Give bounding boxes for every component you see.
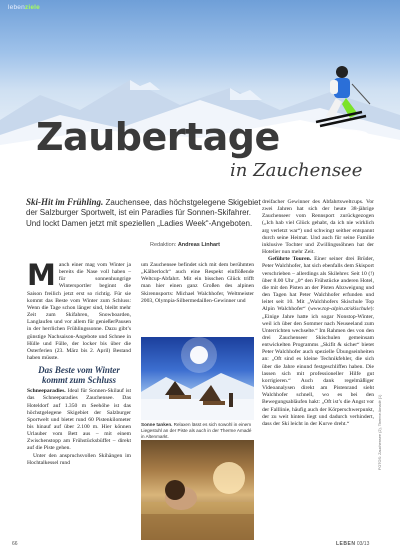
intro-text: Ski-Hit im Frühling. Zauchensee, das höchstgelegene Skigebiet der Salzburger Sportwelt, ist ein Paradies für Sonnen-Skifahrer. Und lockt Damen jetzt mit speziellen „Ladies Week“-Angeboten. xyxy=(26,197,261,228)
skischule-url: www.top-alpin.at/skischule xyxy=(310,306,371,313)
section-label: lebenziele xyxy=(8,4,40,11)
drop-cap: M xyxy=(27,258,56,292)
therme-photo xyxy=(141,440,254,540)
intro-lead: Ski-Hit im Frühling. xyxy=(26,197,104,207)
article-column-1: Manch einer mag vom Winter ja bereits die Nase voll haben – für sonnenhungrige Wintersportler beginnt die Saison freilich jetzt erst so richtig. Für sie kommt das Beste vom Winter zum Schluss: Wenn die Tage schon länger sind, bleibt mehr Zeit zum Skifahren, Snowboarden, Langlaufen und vor allem für genießerPausen in der herrlichen Frühlingssonne. Dazu gibt’s günstige Nachsaison-Angebote und Schnee in Hülle und Fülle, der locker bis über die Osterferien (23. März bis 2. April) Bestand haben müsste. Das Beste vom Winter kommt zum Schluss Schneeparadies. Ideal für Sonnen-Skilauf ist das Schneeparadies Zauchensee. Das Hoteldorf auf 1.350 m Seehöhe ist das höchstgelegene Skigebiet der Salzburger Sportwelt und bietet rund 60 Pistenkilometer bis hinauf auf über 2.100 m. Hier können Urlauber vom Bett aus – mit einem Zwischenstopp am Frühstücksbüffet – direkt auf die Piste gehen. Unter den anspruchsvollen Skihängen im Hochtalkessel rund xyxy=(27,258,131,466)
photo-caption: Sonne tanken. Relaxen lässt es sich sowohl in einem Liegestuhl an der Piste als auch in der Therme Amadé in Altenmarkt. xyxy=(141,422,252,439)
page-title: Zaubertage xyxy=(36,115,280,159)
subheading: Das Beste vom Winter kommt zum Schluss xyxy=(38,365,120,386)
page-subtitle: in Zauchensee xyxy=(230,160,363,181)
article-column-3: dreifacher Gewinner des Abfahrtsweltcups. Vor zwei Jahren hat sich der heute 38-jährige Zauchenseer vom Rennsport zurückgezogen („Ich hab viel Glück gehabt, da ich nie wirklich arg verletzt war“) und schwingt seither entspannt durch seine Heimat. Und auch für seine Familie inklusive Tochter und Zwillingssöhnen hat der Hotelier nun mehr Zeit. Geführte Touren. Einer seiner drei Brüder, Peter Walchhofer, hat sich ebenfalls dem Skisport verschrieben – allerdings als Skilehrer. Seit 10 (!) über 8.00 Uhr „0“ den Frühstücke anderen Hotel, die mit den Pisten an der Pisten Abzweigung und den Tagen hat Peter Walchhofer erfunden und leitet seit 10. Mit „Walchhofers Skischule Top Alpin Walchhofer“ (www.top-alpin.at/skischule): „Einige Jahre hatte ich sogar Nonstop-Winter, weil ich über den Sommer nach Neuseeland zum Unterrichten wechselte.“ Im Rahmen des von den drei Zauchenseer Skischulen gemeinsam entwickelten Programms „Skifit & sicher“ bietet Peter Walchhofer auch spezielle Übungseinheiten an: „Oft sind es kleine Technikfehler, die sich über die Jahre einund festgeschliffen haben. Die lassen sich mit professioneller Hilfe gut korrigieren.“ Auch dank regelmäßiger Videoanalysen direkt am Pistenrand sieht Walchhofer schnell, wo es bei den Bewegungsabläufen hakt: „Oft ist’s die Angst vor der Falllinie, häufig auch der Körperschwerpunkt, der zu weit hinten liegt und dadurch verhindert, dass der Ski leicht in der Kurve dreht.“ xyxy=(262,199,374,427)
page-number: 66 xyxy=(12,541,18,547)
deckchair-photo xyxy=(141,337,254,420)
article-column-2: um Zauchensee befindet sich mit dem berühmten „Kälberloch“ auch eine Respekt einflößende Weltcup-Abfahrt. Mit ein bisschen Glück trifft man hier einen ganz Großen des alpinen Skirennsports: Michael Walchhofer, Weltmeister 2003, Olympia-Silbermedaillen-Gewinner und xyxy=(141,262,254,304)
skier-figure xyxy=(300,60,380,140)
byline: Redaktion: Andreas Linhart xyxy=(150,242,221,248)
photo-credit: FOTOS: Zauchensee (2), Therme Amadé (1) xyxy=(378,394,382,470)
footer-brand: LEBEN 03/13 xyxy=(336,541,370,547)
